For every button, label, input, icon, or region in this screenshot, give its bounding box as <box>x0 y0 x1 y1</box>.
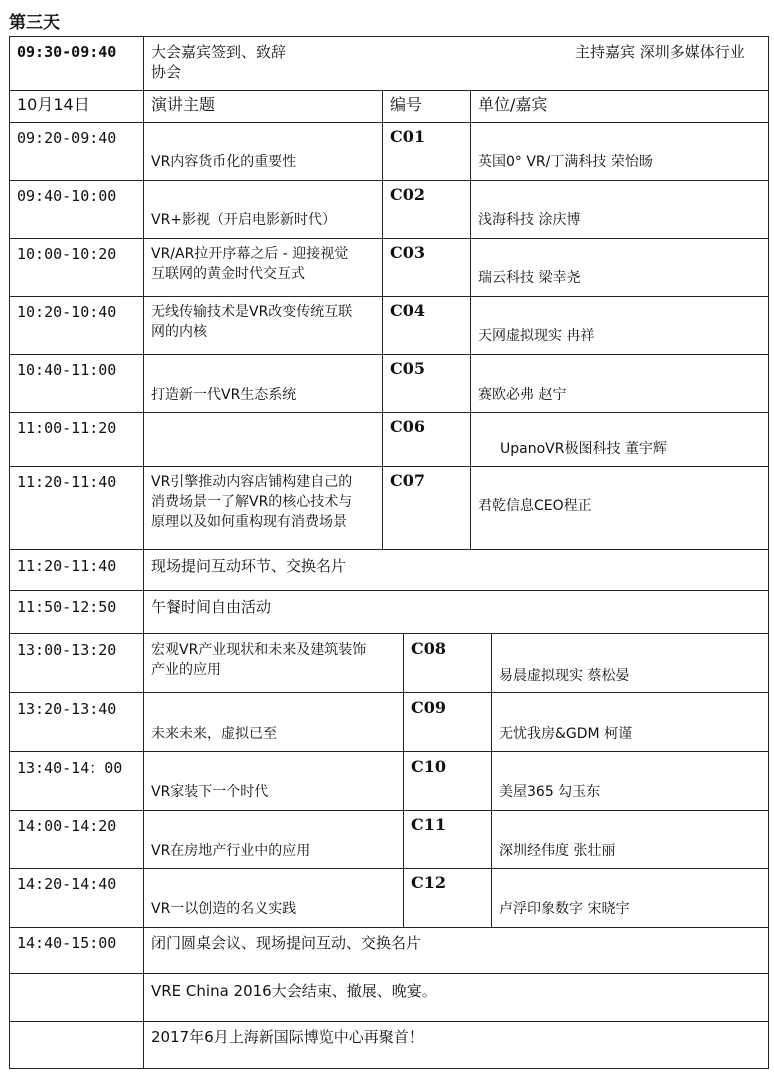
session-code: C01 <box>390 127 425 146</box>
row-divider <box>9 868 769 869</box>
header-topic: 演讲主题 <box>151 95 216 114</box>
session-topic: 打造新一代VR生态系统 <box>151 387 297 403</box>
session-topic: 消费场景一了解VR的核心技术与 <box>151 494 353 510</box>
session-speaker: 深圳经伟度 张壮丽 <box>499 843 616 859</box>
column-divider <box>143 36 144 1069</box>
opening-topic-line2: 协会 <box>151 63 182 81</box>
session-code: C06 <box>390 417 425 436</box>
session-time: 11:20-11:40 <box>17 473 117 491</box>
closing-next-text: 2017年6月上海新国际博览中心再聚首！ <box>151 1028 424 1046</box>
session-topic: 产业的应用 <box>151 662 221 678</box>
header-speaker: 单位/嘉宾 <box>478 95 548 114</box>
break-time: 11:50-12:50 <box>17 598 117 616</box>
session-time: 09:20-09:40 <box>17 129 117 147</box>
session-topic: 宏观VR产业现状和未来及建筑装饰 <box>151 642 367 658</box>
session-speaker: 君乾信息CEO程正 <box>478 498 592 514</box>
session-code: C09 <box>411 698 446 717</box>
session-topic: VR+影视（开启电影新时代） <box>151 212 337 228</box>
session-code: C04 <box>390 301 425 320</box>
session-time: 10:20-10:40 <box>17 303 117 321</box>
session-speaker: 易晨虚拟现实 蔡松晏 <box>499 668 630 684</box>
session-topic: VR/AR拉开序幕之后 - 迎接视觉 <box>151 246 349 262</box>
session-time: 14:00-14:20 <box>17 817 117 835</box>
session-time: 11:00-11:20 <box>17 419 117 437</box>
session-topic: VR引擎推动内容店铺构建自己的 <box>151 474 353 490</box>
session-topic: 未来未来，虚拟已至 <box>151 726 277 742</box>
row-divider <box>9 238 769 239</box>
session-speaker: 浅海科技 涂庆博 <box>478 212 581 228</box>
session-time: 13:20-13:40 <box>17 700 117 718</box>
session-speaker: 赛欧必弗 赵宁 <box>478 387 567 403</box>
session-speaker: 美屋365 勾玉东 <box>499 784 601 800</box>
session-time: 10:00-10:20 <box>17 245 117 263</box>
session-time: 13:00-13:20 <box>17 641 117 659</box>
session-code: C11 <box>411 815 446 834</box>
session-speaker: 卢浮印象数字 宋晓宇 <box>499 901 630 917</box>
break-text: 午餐时间自由活动 <box>151 598 272 616</box>
row-divider <box>9 90 769 91</box>
opening-topic-line1: 大会嘉宾签到、致辞 <box>151 43 287 61</box>
page-title: 第三天 <box>9 13 60 33</box>
session-time: 13:40-14：00 <box>17 759 123 777</box>
session-topic: 网的内核 <box>151 324 207 340</box>
session-speaker: 瑞云科技 梁幸尧 <box>478 270 581 286</box>
row-divider <box>9 180 769 181</box>
row-divider <box>9 751 769 752</box>
row-divider <box>9 549 769 550</box>
row-divider <box>9 633 769 634</box>
session-code: C10 <box>411 757 446 776</box>
row-divider <box>9 810 769 811</box>
session-topic: VR家装下一个时代 <box>151 784 269 800</box>
closing-end-text: VRE China 2016大会结束、撤展、晚宴。 <box>151 982 437 1000</box>
column-divider <box>403 633 404 927</box>
header-code: 编号 <box>390 95 423 114</box>
row-divider <box>9 973 769 974</box>
break-text: 现场提问互动环节、交换名片 <box>151 557 347 575</box>
break-time: 11:20-11:40 <box>17 557 117 575</box>
column-divider <box>382 90 383 549</box>
session-code: C02 <box>390 185 425 204</box>
column-divider <box>491 633 492 927</box>
session-speaker: UpanoVR极图科技 董宇辉 <box>500 441 667 457</box>
row-divider <box>9 692 769 693</box>
session-code: C07 <box>390 471 425 490</box>
header-date: 10月14日 <box>17 95 90 114</box>
session-code: C05 <box>390 359 425 378</box>
session-topic: 互联网的黄金时代交互式 <box>151 266 305 282</box>
session-speaker: 英国0° VR/丁满科技 荣怡旸 <box>478 154 653 170</box>
session-topic: VR在房地产行业中的应用 <box>151 843 311 859</box>
closing-time: 14:40-15:00 <box>17 934 117 952</box>
session-code: C08 <box>411 639 446 658</box>
session-code: C03 <box>390 243 425 262</box>
opening-host: 主持嘉宾 深圳多媒体行业 <box>575 43 745 61</box>
row-divider <box>9 927 769 928</box>
session-time: 09:40-10:00 <box>17 187 117 205</box>
row-divider <box>9 590 769 591</box>
session-topic: 无线传输技术是VR改变传统互联 <box>151 304 353 320</box>
agenda-table <box>9 36 769 1069</box>
row-divider <box>9 122 769 123</box>
session-code: C12 <box>411 873 446 892</box>
column-divider <box>470 90 471 549</box>
session-topic: 原理以及如何重构现有消费场景 <box>151 514 347 530</box>
row-divider <box>9 466 769 467</box>
opening-time: 09:30-09:40 <box>17 43 117 61</box>
closing-text: 闭门圆桌会议、现场提问互动、交换名片 <box>151 934 422 952</box>
session-topic: VR一以创造的名义实践 <box>151 901 297 917</box>
session-speaker: 无忧我房&GDM 柯谨 <box>499 726 633 742</box>
row-divider <box>9 412 769 413</box>
session-time: 14:20-14:40 <box>17 875 117 893</box>
row-divider <box>9 354 769 355</box>
session-topic: VR内容货币化的重要性 <box>151 154 297 170</box>
row-divider <box>9 296 769 297</box>
row-divider <box>9 1021 769 1022</box>
session-time: 10:40-11:00 <box>17 361 117 379</box>
session-speaker: 天网虚拟现实 冉祥 <box>478 328 595 344</box>
